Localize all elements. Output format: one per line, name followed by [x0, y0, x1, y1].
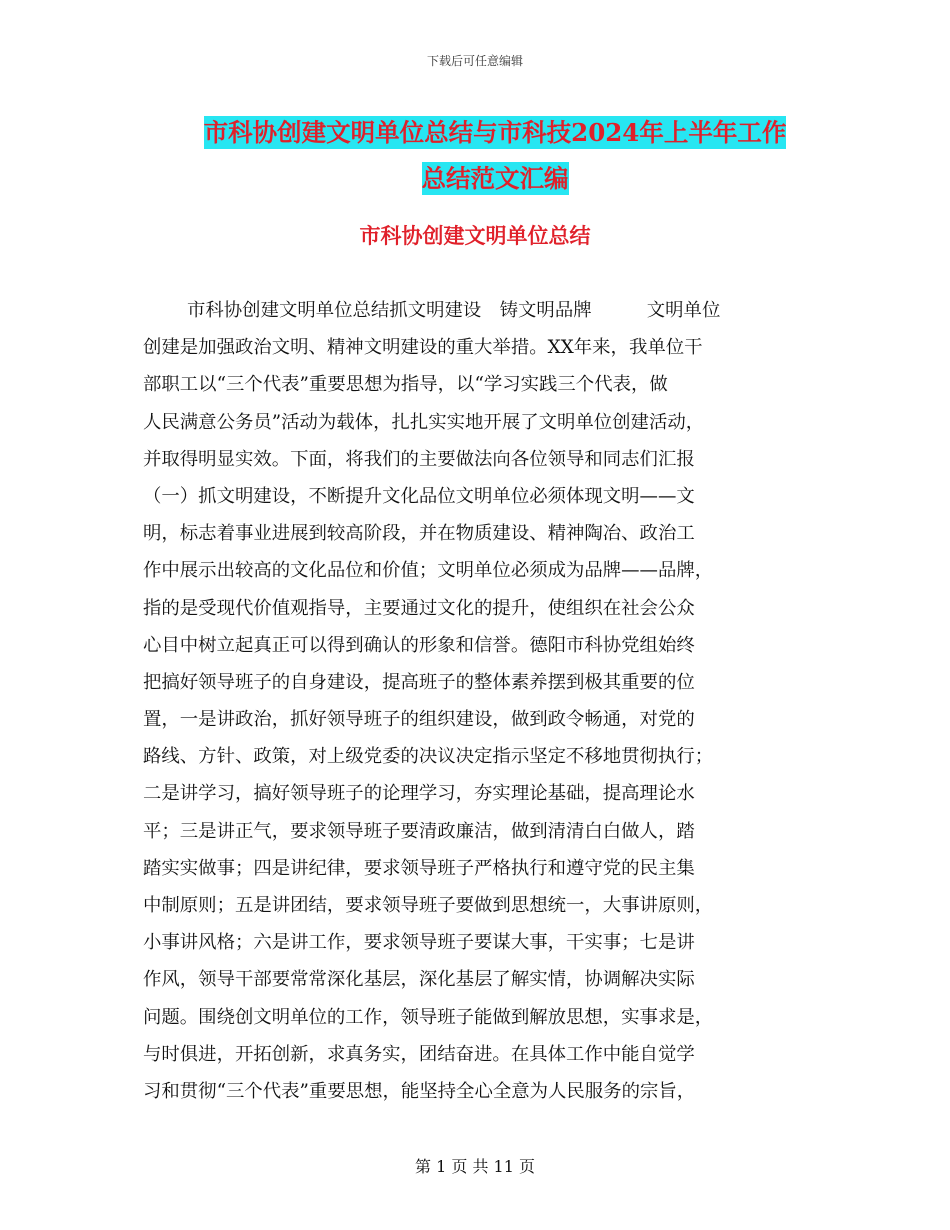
header-note: 下载后可任意编辑: [426, 54, 523, 68]
page-footer: 第 1 页 共 11 页: [415, 1157, 535, 1176]
body-line: 习和贯彻“三个代表”重要思想，能坚持全心全意为人民服务的宗旨，: [143, 1080, 696, 1102]
body-text: [143, 292, 807, 1110]
body-line: 明，标志着事业进展到较高阶段，并在物质建设、精神陶冶、政治工: [143, 523, 695, 545]
body-line: 市科协创建文明单位总结抓文明建设 铸文明品牌 文明单位: [187, 300, 721, 321]
body-line: 人民满意公务员”活动为载体，扎扎实实地开展了文明单位创建活动，: [143, 411, 705, 433]
body-line: 与时俱进，开拓创新，求真务实，团结奋进。在具体工作中能自觉学: [143, 1043, 695, 1065]
body-line: 问题。围绕创文明单位的工作，领导班子能做到解放思想，实事求是，: [143, 1006, 714, 1028]
body-line: 二是讲学习，搞好领导班子的论理学习，夯实理论基础，提高理论水: [143, 783, 695, 805]
body-line: 创建是加强政治文明、精神文明建设的重大举措。XX年来，我单位干: [143, 337, 703, 359]
body-line: 把搞好领导班子的自身建设，提高班子的整体素养摆到极其重要的位: [143, 671, 695, 693]
document-title: [140, 110, 850, 202]
body-line: 部职工以“三个代表”重要思想为指导，以“学习实践三个代表，做: [143, 374, 668, 396]
section-title: 市科协创建文明单位总结: [359, 223, 591, 248]
body-line: 平；三是讲正气，要求领导班子要清政廉洁，做到清清白白做人，踏: [143, 820, 695, 842]
body-line: 并取得明显实效。下面，将我们的主要做法向各位领导和同志们汇报: [143, 448, 695, 470]
body-line: 踏实实做事；四是讲纪律，要求领导班子严格执行和遵守党的民主集: [143, 857, 695, 879]
document-title-line-2: 总结范文汇编: [421, 164, 569, 193]
body-line: 中制原则；五是讲团结，要求领导班子要做到思想统一，大事讲原则，: [143, 895, 714, 916]
body-line: 置，一是讲政治，抓好领导班子的组织建设，做到政令畅通，对党的: [143, 709, 695, 731]
body-line: 作风，领导干部要常常深化基层，深化基层了解实情，协调解决实际: [143, 969, 695, 991]
document-title-line-1: 市科协创建文明单位总结与市科技2024年上半年工作: [203, 118, 787, 147]
body-line: 指的是受现代价值观指导，主要通过文化的提升，使组织在社会公众: [143, 597, 695, 619]
body-line: 小事讲风格；六是讲工作，要求领导班子要谋大事，干实事；七是讲: [143, 932, 695, 954]
body-line: 心目中树立起真正可以得到确认的形象和信誉。德阳市科协党组始终: [143, 634, 695, 656]
body-line: 路线、方针、政策，对上级党委的决议决定指示坚定不移地贯彻执行；: [143, 746, 714, 768]
body-line: （一）抓文明建设，不断提升文化品位文明单位必须体现文明——文: [143, 485, 695, 507]
body-line: 作中展示出较高的文化品位和价值；文明单位必须成为品牌——品牌，: [143, 560, 714, 582]
